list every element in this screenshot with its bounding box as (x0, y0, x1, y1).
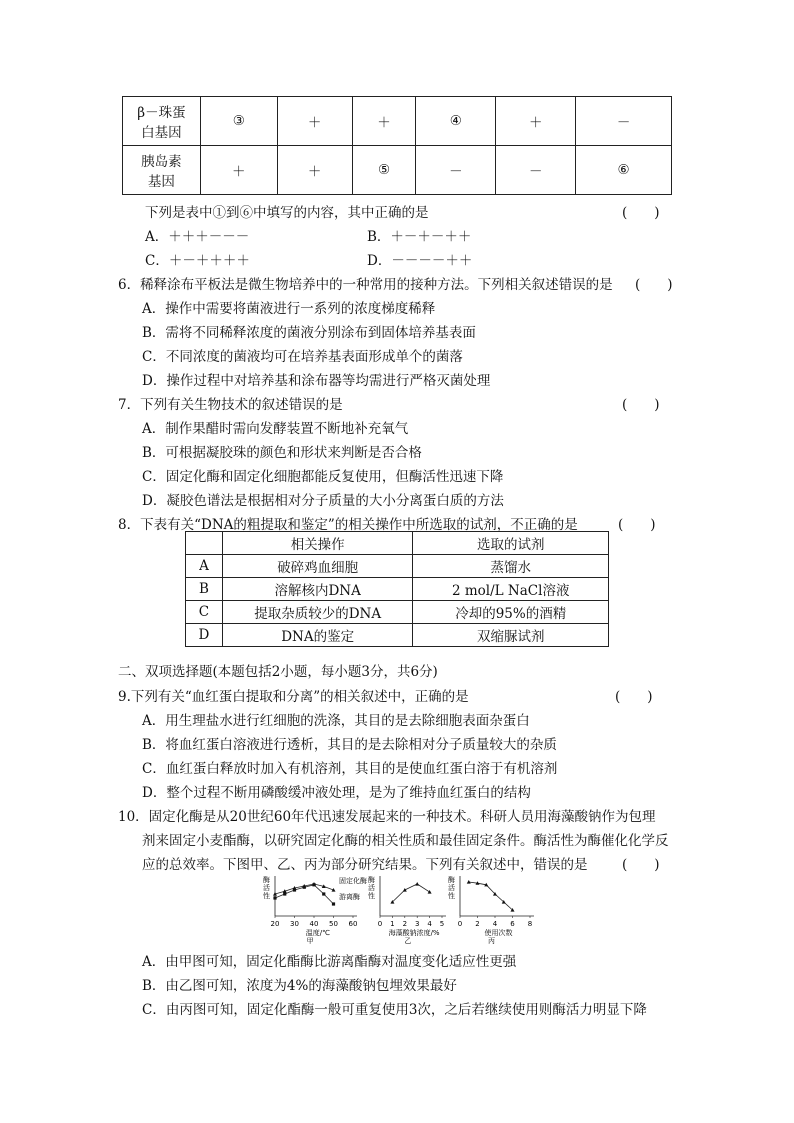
table-cell: ③ (200, 97, 277, 146)
x-tick-label: 50 (329, 920, 338, 928)
table-cell: 2 mol/L NaCl溶液 (413, 578, 609, 601)
table-cell: ＋ (200, 146, 277, 195)
x-tick-label: 2 (475, 920, 480, 928)
chart-caption: 丙 (488, 937, 495, 944)
table-row (186, 555, 609, 578)
q5-option-b: B．＋－＋－＋＋ (367, 229, 472, 245)
q6-paren: ( ) (635, 277, 673, 293)
y-axis-label: 性 (368, 892, 375, 900)
series-line (469, 882, 513, 910)
x-tick-label: 8 (527, 920, 533, 928)
x-tick-label: 0 (457, 920, 463, 928)
q9-option-d: D．整个过程不断用磷酸缓冲液处理，是为了维持血红蛋白的结构 (142, 785, 531, 801)
q9-option-c: C．血红蛋白释放时加入有机溶剂，其目的是使血红蛋白溶于有机溶剂 (142, 761, 558, 777)
y-axis-label: 性 (263, 892, 270, 900)
chart-caption: 乙 (404, 937, 412, 944)
table-cell: ⑤ (352, 146, 416, 195)
y-axis-label: 活 (263, 884, 270, 892)
q6-option-d: D．操作过程中对培养基和涂布器等均需进行严格灭菌处理 (142, 373, 491, 389)
q10-option-c: C．由丙图可知，固定化酯酶一般可重复使用3次，之后若继续使用则酶活力明显下降 (142, 1002, 647, 1018)
y-axis-label: 酶 (368, 876, 375, 884)
table-cell: － (496, 146, 576, 195)
q8-paren: ( ) (618, 517, 656, 533)
data-point (403, 888, 407, 892)
table-cell: ⑥ (576, 146, 672, 195)
legend-label: 固定化酶 (339, 877, 367, 885)
table-cell: ＋ (277, 146, 352, 195)
data-point (312, 883, 315, 886)
q6-option-b: B．需将不同稀释浓度的菌液分别涂布到固体培养基表面 (142, 325, 476, 341)
section-heading: 二、双项选择题(本题包括2小题，每小题3分，共6分) (118, 664, 438, 680)
table-header-row (186, 532, 609, 555)
table-row (123, 146, 672, 195)
q7-paren: ( ) (622, 397, 660, 413)
q5-option-c: C．＋－＋＋＋＋ (145, 253, 250, 269)
table-row (186, 601, 609, 624)
gene-table (122, 96, 672, 195)
x-tick-label: 2 (402, 920, 408, 928)
chart-caption: 甲 (306, 937, 314, 944)
x-axis-label: 海藻酸钠浓度/% (388, 929, 440, 937)
header-cell: 相关操作 (222, 532, 413, 555)
table-cell: DNA的鉴定 (222, 624, 413, 647)
q10-stem-line2: 剂来固定小麦酯酶，以研究固定化酶的相关性质和最佳固定条件。酶活性为酶催化化学反 (142, 833, 669, 849)
q5-stem: 下列是表中①到⑥中填写的内容，其中正确的是 (145, 205, 429, 221)
q10-option-a: A．由甲图可知，固定化酯酶比游离酯酶对温度变化适应性更强 (142, 954, 517, 970)
table-cell: 蒸馏水 (413, 555, 609, 578)
x-axis-label: 使用次数 (484, 929, 513, 937)
data-point (332, 902, 335, 905)
q6-option-a: A．操作中需要将菌液进行一系列的浓度梯度稀释 (142, 301, 436, 317)
table-cell: 双缩脲试剂 (413, 624, 609, 647)
enzyme-activity-figures (255, 872, 555, 944)
x-tick-label: 0 (377, 920, 383, 928)
table-cell: 破碎鸡血细胞 (222, 555, 413, 578)
data-point (273, 896, 276, 899)
x-axis-label: 温度/℃ (305, 929, 331, 937)
x-tick-label: 3 (414, 920, 420, 928)
x-tick-label: 60 (348, 920, 358, 928)
table-cell: ④ (416, 97, 496, 146)
data-point (293, 888, 296, 891)
q5-option-a: A．＋＋＋－－－ (145, 229, 250, 245)
data-point (283, 892, 286, 895)
q5-paren: ( ) (622, 205, 660, 221)
q9-option-a: A．用生理盐水进行红细胞的洗涤，其目的是去除细胞表面杂蛋白 (142, 713, 530, 729)
q7-option-b: B．可根据凝胶珠的颜色和形状来判断是否合格 (142, 445, 422, 461)
q10-paren: ( ) (622, 857, 660, 873)
x-tick-label: 40 (309, 920, 319, 928)
table-cell: B (186, 578, 223, 601)
table-row (123, 97, 672, 146)
q10-option-b: B．由乙图可知，浓度为4%的海藻酸钠包埋效果最好 (142, 978, 457, 994)
x-tick-label: 4 (427, 920, 432, 928)
x-tick-label: 5 (439, 920, 445, 928)
q7-stem: 7．下列有关生物技术的叙述错误的是 (118, 397, 343, 413)
x-tick-label: 4 (492, 920, 498, 928)
q7-option-a: A．制作果醋时需向发酵装置不断地补充氧气 (142, 421, 409, 437)
table-cell: C (186, 601, 223, 624)
x-tick-label: 30 (290, 920, 299, 928)
table-row (186, 578, 609, 601)
table-cell: ＋ (352, 97, 416, 146)
row-header: 胰岛素 基因 (123, 146, 201, 195)
x-tick-label: 20 (270, 920, 280, 928)
table-cell: － (576, 97, 672, 146)
q6-stem: 6．稀释涂布平板法是微生物培养中的一种常用的接种方法。下列相关叙述错误的是 (118, 277, 613, 293)
table-row (186, 624, 609, 647)
dna-reagent-table (185, 531, 609, 647)
data-point (428, 890, 432, 894)
q10-stem-line3: 应的总效率。下图甲、乙、丙为部分研究结果。下列有关叙述中，错误的是 (142, 857, 588, 873)
q9-stem: 9.下列有关“血红蛋白提取和分离”的相关叙述中，正确的是 (118, 689, 469, 705)
data-point (322, 892, 325, 895)
table-cell: ＋ (496, 97, 576, 146)
q7-option-d: D．凝胶色谱法是根据相对分子质量的大小分离蛋白质的方法 (142, 493, 504, 509)
y-axis-label: 活 (448, 884, 455, 892)
q9-paren: ( ) (615, 689, 653, 705)
table-cell: － (416, 146, 496, 195)
q7-option-c: C．固定化酶和固定化细胞都能反复使用，但酶活性迅速下降 (142, 469, 504, 485)
x-tick-label: 1 (390, 920, 395, 928)
x-tick-label: 6 (510, 920, 515, 928)
table-cell: D (186, 624, 223, 647)
y-axis-label: 性 (448, 892, 455, 900)
y-axis-label: 酶 (448, 876, 455, 884)
legend-label: 游离酶 (339, 893, 360, 901)
table-cell: A (186, 555, 223, 578)
q8-stem: 8．下表有关“DNA的粗提取和鉴定”的相关操作中所选取的试剂，不正确的是 (118, 517, 578, 533)
y-axis-label: 酶 (263, 876, 270, 884)
q10-stem-line1: 10．固定化酶是从20世纪60年代迅速发展起来的一种技术。科研人员用海藻酸钠作为包理 (118, 809, 656, 825)
y-axis-label: 活 (368, 884, 375, 892)
header-cell (186, 532, 223, 555)
table-cell: 冷却的95%的酒精 (413, 601, 609, 624)
q6-option-c: C．不同浓度的菌液均可在培养基表面形成单个的菌落 (142, 349, 463, 365)
table-cell: 提取杂质较少的DNA (222, 601, 413, 624)
table-cell: 溶解核内DNA (222, 578, 413, 601)
data-point (415, 882, 419, 886)
q5-option-d: D．－－－－＋＋ (367, 253, 473, 269)
q9-option-b: B．将血红蛋白溶液进行透析，其目的是去除相对分子质量较大的杂质 (142, 737, 557, 753)
row-header: β－珠蛋 白基因 (123, 97, 201, 146)
header-cell: 选取的试剂 (413, 532, 609, 555)
series-line (392, 884, 429, 902)
table-cell: ＋ (277, 97, 352, 146)
data-point (303, 886, 306, 889)
